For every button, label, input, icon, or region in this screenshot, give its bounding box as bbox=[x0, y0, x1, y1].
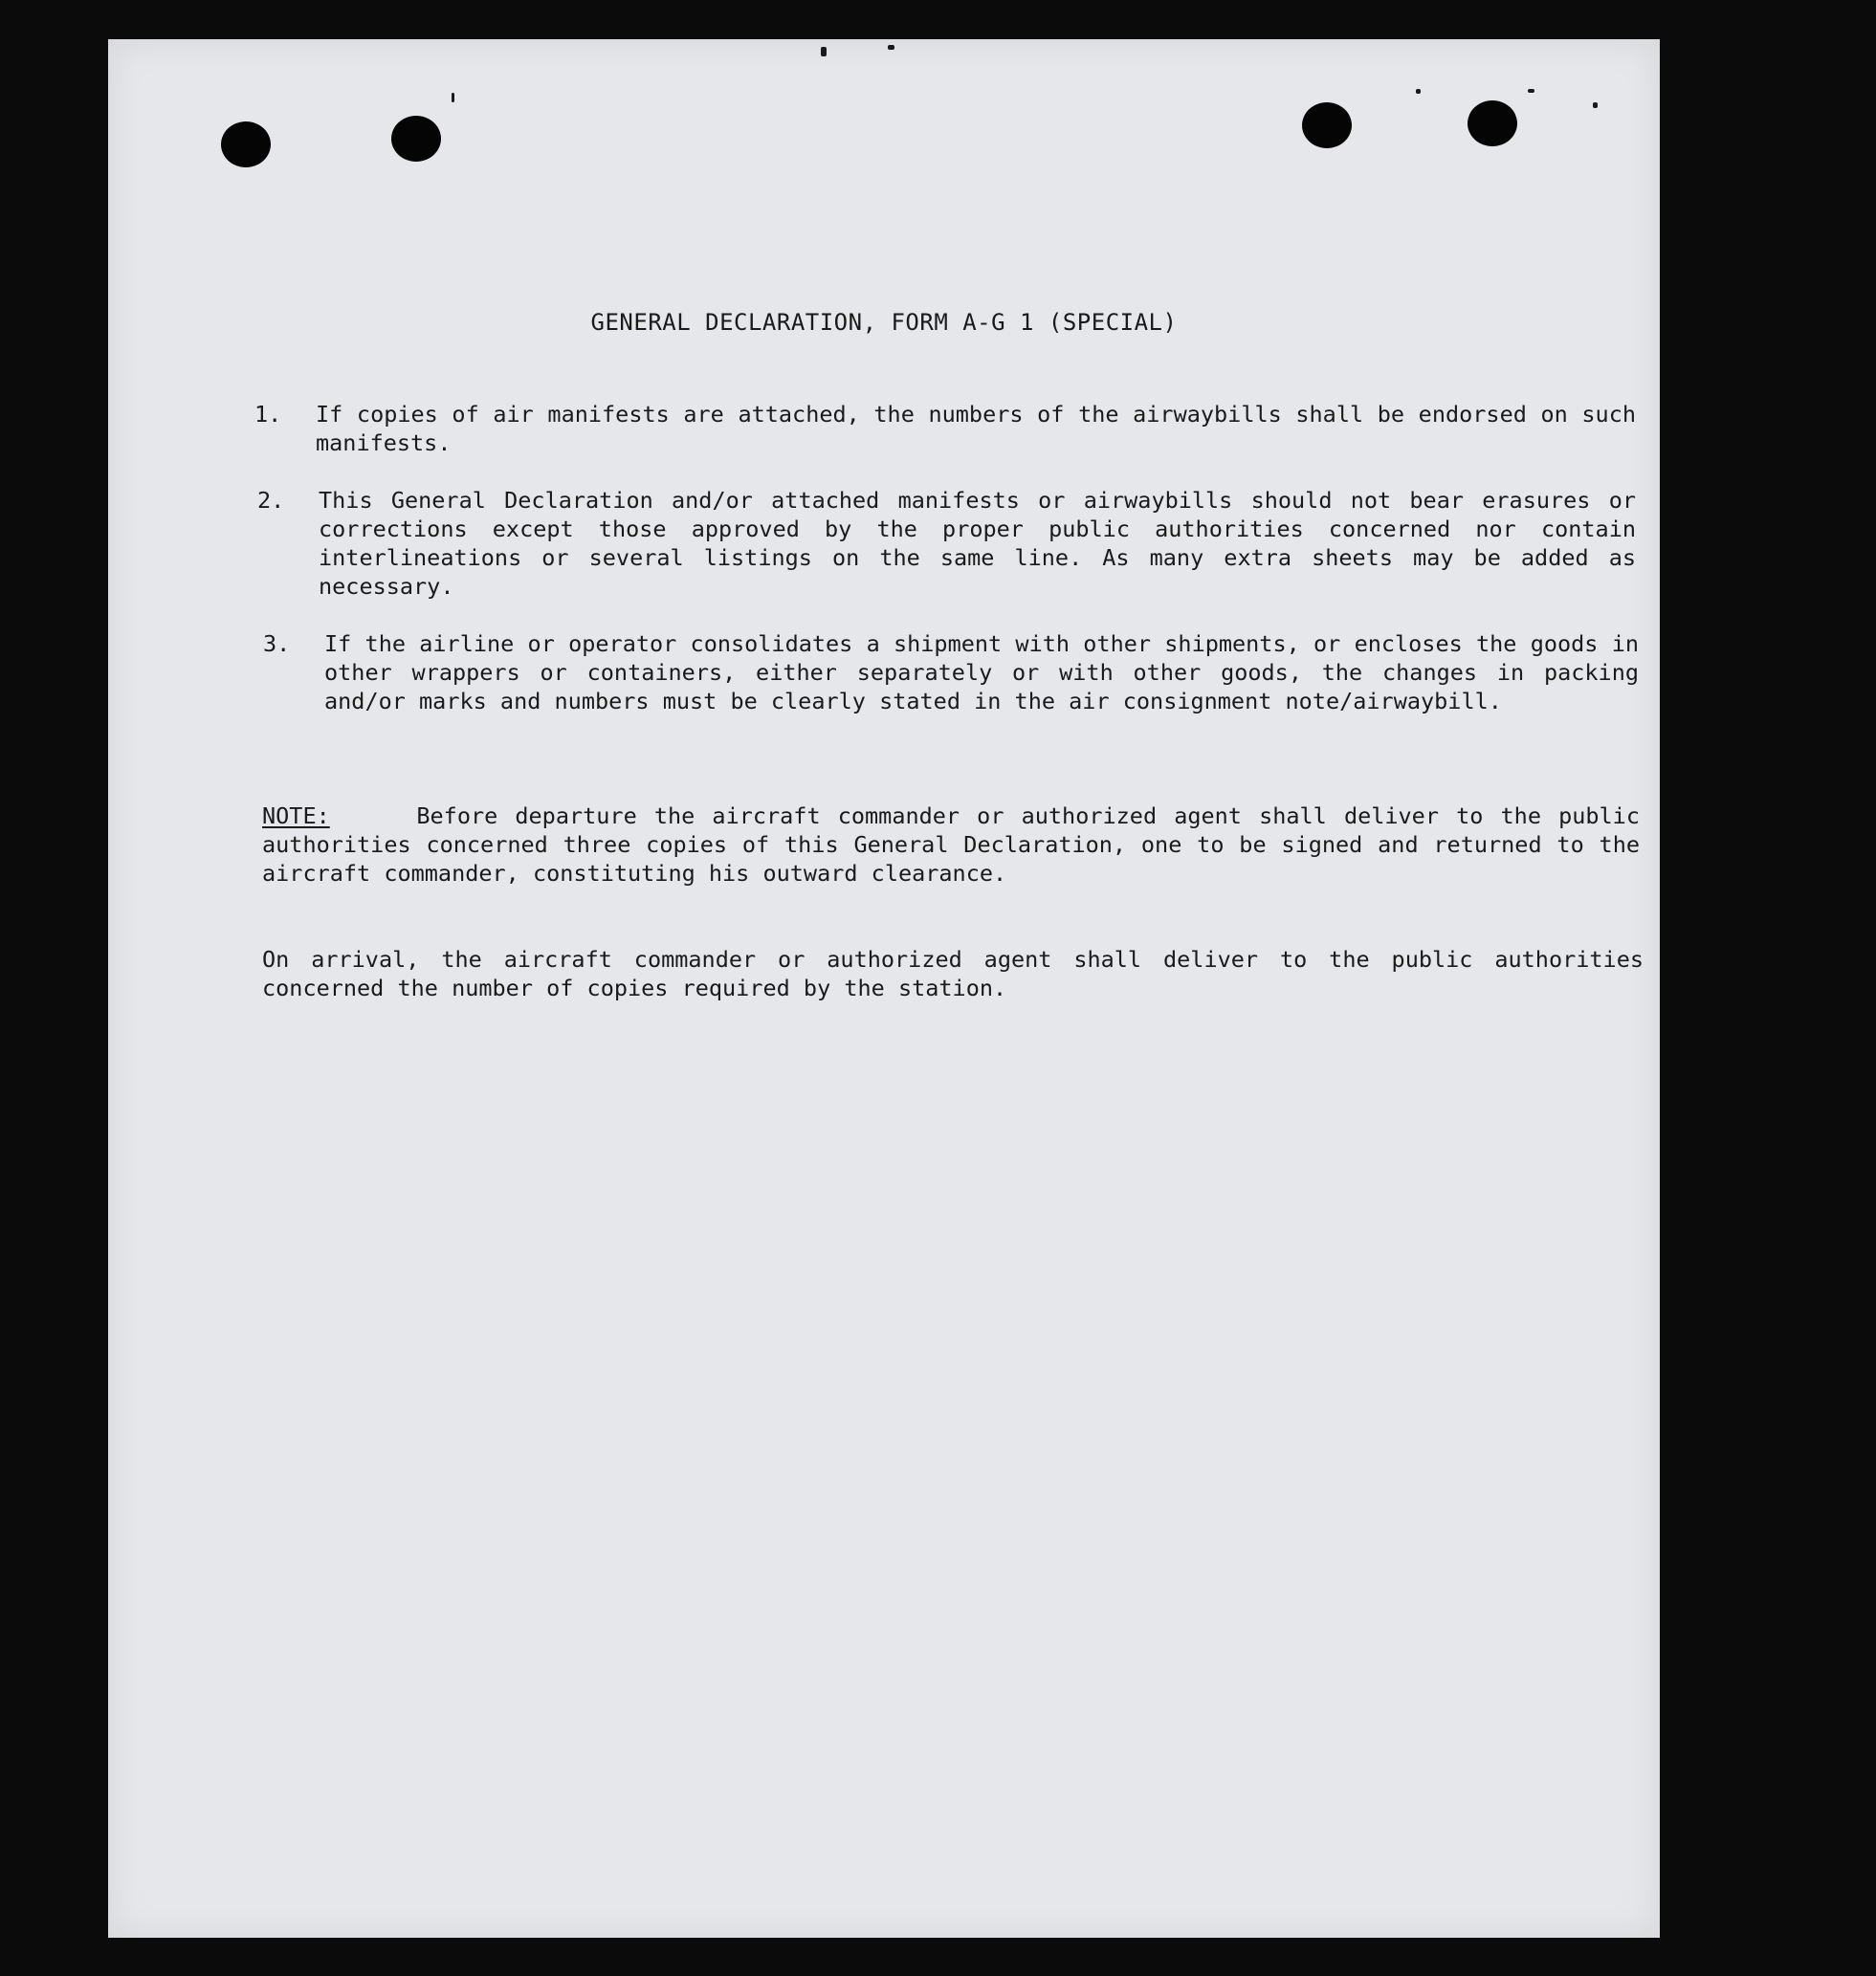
item-text: If the airline or operator consolidates a shipment with other shipments, or encloses the goods in other wrappers or containers, either separately or with other goods, the changes in packing and/or marks and numbers must be clearly stated in the air consignment note/airwaybill. bbox=[324, 630, 1639, 714]
note-paragraph bbox=[262, 801, 1640, 888]
note-label: NOTE: bbox=[262, 802, 330, 829]
item-number: 2. bbox=[257, 487, 285, 514]
bleed-through bbox=[539, 202, 559, 253]
speck-mark bbox=[1593, 102, 1598, 108]
item-text: This General Declaration and/or attached manifests or airwaybills should not bear erasures or corrections except those approved by the proper public authorities concerned nor contain interlineations or several listings on the same line. As many extra sheets may be added as necessary. bbox=[319, 487, 1636, 600]
speck-mark bbox=[1528, 89, 1534, 93]
speck-mark bbox=[452, 93, 454, 102]
punch-hole-icon bbox=[1302, 102, 1352, 148]
item-text: If copies of air manifests are attached, the numbers of the airwaybills shall be endorsed on such manifests. bbox=[316, 401, 1636, 456]
punch-hole-icon bbox=[1468, 100, 1517, 146]
item-number: 3. bbox=[263, 630, 291, 657]
speck-mark bbox=[1416, 89, 1421, 94]
punch-hole-icon bbox=[391, 116, 441, 162]
punch-hole-icon bbox=[221, 121, 271, 167]
note-text: Before departure the aircraft commander or authorized agent shall deliver to the public authorities concerned three copies of this General Declaration, one to be signed and returned to the aircraft commander, constituting his outward clearance. bbox=[262, 802, 1640, 887]
item-number: 1. bbox=[254, 401, 282, 428]
arrival-paragraph: On arrival, the aircraft commander or authorized agent shall deliver to the public authorities concerned the number of copies required by the station. bbox=[262, 946, 1644, 1001]
document-page bbox=[108, 39, 1660, 1938]
page-title: GENERAL DECLARATION, FORM A-G 1 (SPECIAL) bbox=[590, 309, 1178, 336]
speck-mark bbox=[888, 45, 894, 50]
speck-mark bbox=[821, 47, 827, 56]
